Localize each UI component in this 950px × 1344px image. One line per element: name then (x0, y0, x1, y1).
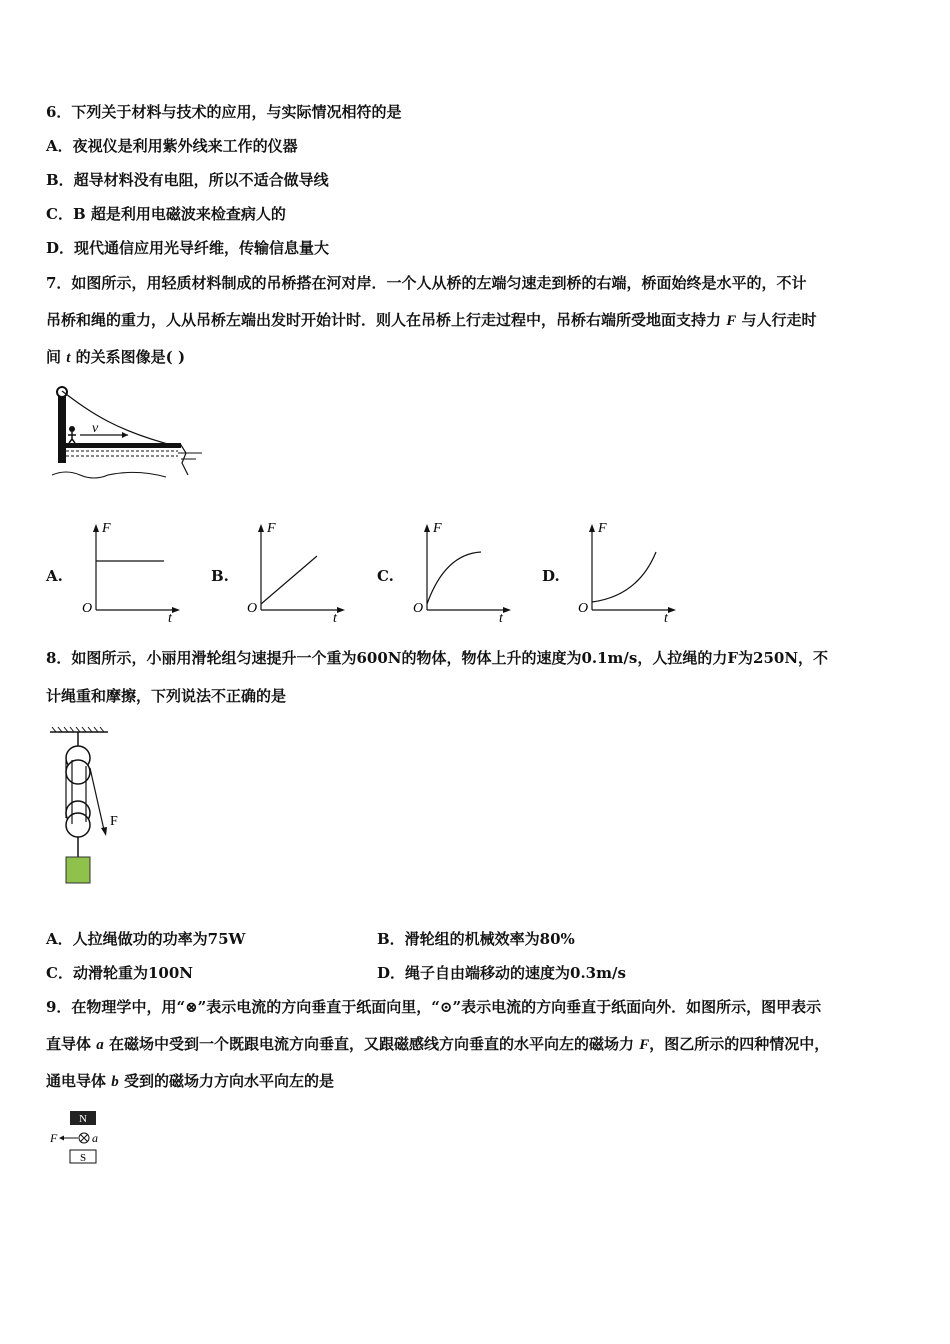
magnet-south-label: S (79, 1152, 87, 1164)
pulley-figure (46, 726, 136, 888)
graph-c (407, 518, 527, 626)
graph-b-x-label: t (333, 611, 337, 626)
q8-option-d: D．绳子自由端移动的速度为0.3m/s (377, 964, 626, 982)
graph-b (241, 518, 361, 626)
graph-a (76, 518, 196, 626)
graph-b-origin: O (247, 601, 258, 616)
graph-c-x-label: t (499, 611, 503, 626)
graph-a-y-label: F (102, 521, 111, 536)
q7-option-b-label: B. (211, 567, 229, 585)
magnet-north-label: N (79, 1113, 87, 1125)
fig-force-label: F (50, 1131, 58, 1145)
q7-stem-line1: 7．如图所示，用轻质材料制成的吊桥搭在河对岸．一个人从桥的左端匀速走到桥的右端，桥面始终是水平的，不计 (46, 274, 807, 292)
load-block (66, 857, 90, 883)
q7-option-a-label: A. (46, 567, 63, 585)
q7-option-d-label: D. (542, 567, 560, 585)
q6-option-a: A．夜视仪是利用紫外线来工作的仪器 (46, 137, 298, 155)
graph-d-origin: O (578, 601, 589, 616)
graph-a-x-label: t (168, 611, 172, 626)
q9-stem-line2: 直导体 a 在磁场中受到一个既跟电流方向垂直，又跟磁感线方向垂直的水平向左的磁场力 F，图乙所示的四种情况中， (46, 1035, 830, 1053)
q8-stem-line2: 计绳重和摩擦，下列说法不正确的是 (46, 687, 287, 705)
q6-option-d: D．现代通信应用光导纤维，传输信息量大 (46, 239, 330, 257)
q8-option-a: A．人拉绳做功的功率为75W (46, 930, 246, 948)
q8-option-c: C．动滑轮重为100N (46, 964, 193, 982)
pulley-force-label: F (110, 814, 118, 829)
graph-a-origin: O (82, 601, 93, 616)
magnet-figure (46, 1108, 110, 1168)
graph-d-y-label: F (598, 521, 607, 536)
drawbridge-figure (46, 383, 206, 488)
graph-c-y-label: F (433, 521, 442, 536)
graph-d-x-label: t (664, 611, 668, 626)
conductor-a-label: a (92, 1131, 98, 1145)
graph-b-y-label: F (267, 521, 276, 536)
q8-option-b: B．滑轮组的机械效率为80% (377, 930, 575, 948)
graph-d (572, 518, 692, 626)
q8-stem-line1: 8．如图所示，小丽用滑轮组匀速提升一个重为600N的物体，物体上升的速度为0.1m/s，人拉绳的力F为250N，不 (46, 649, 829, 667)
q9-stem-line1: 9．在物理学中，用“⊗”表示电流的方向垂直于纸面向里，“⊙”表示电流的方向垂直于纸面向外．如图所示，图甲表示 (46, 998, 822, 1016)
q7-option-c-label: C. (377, 567, 394, 585)
velocity-label: v (92, 421, 99, 436)
q9-stem-line3: 通电导体 b 受到的磁场力方向水平向左的是 (46, 1072, 334, 1090)
q6-option-c: C．B 超是利用电磁波来检查病人的 (46, 205, 286, 223)
q6-stem: 6．下列关于材料与技术的应用，与实际情况相符的是 (46, 103, 402, 121)
q6-option-b: B．超导材料没有电阻，所以不适合做导线 (46, 171, 329, 189)
q7-stem-line3: 间 t 的关系图像是( ) (46, 348, 186, 366)
q7-stem-line2: 吊桥和绳的重力，人从吊桥左端出发时开始计时．则人在吊桥上行走过程中，吊桥右端所受地面支持力 F 与人行走时 (46, 311, 817, 329)
graph-c-origin: O (413, 601, 424, 616)
